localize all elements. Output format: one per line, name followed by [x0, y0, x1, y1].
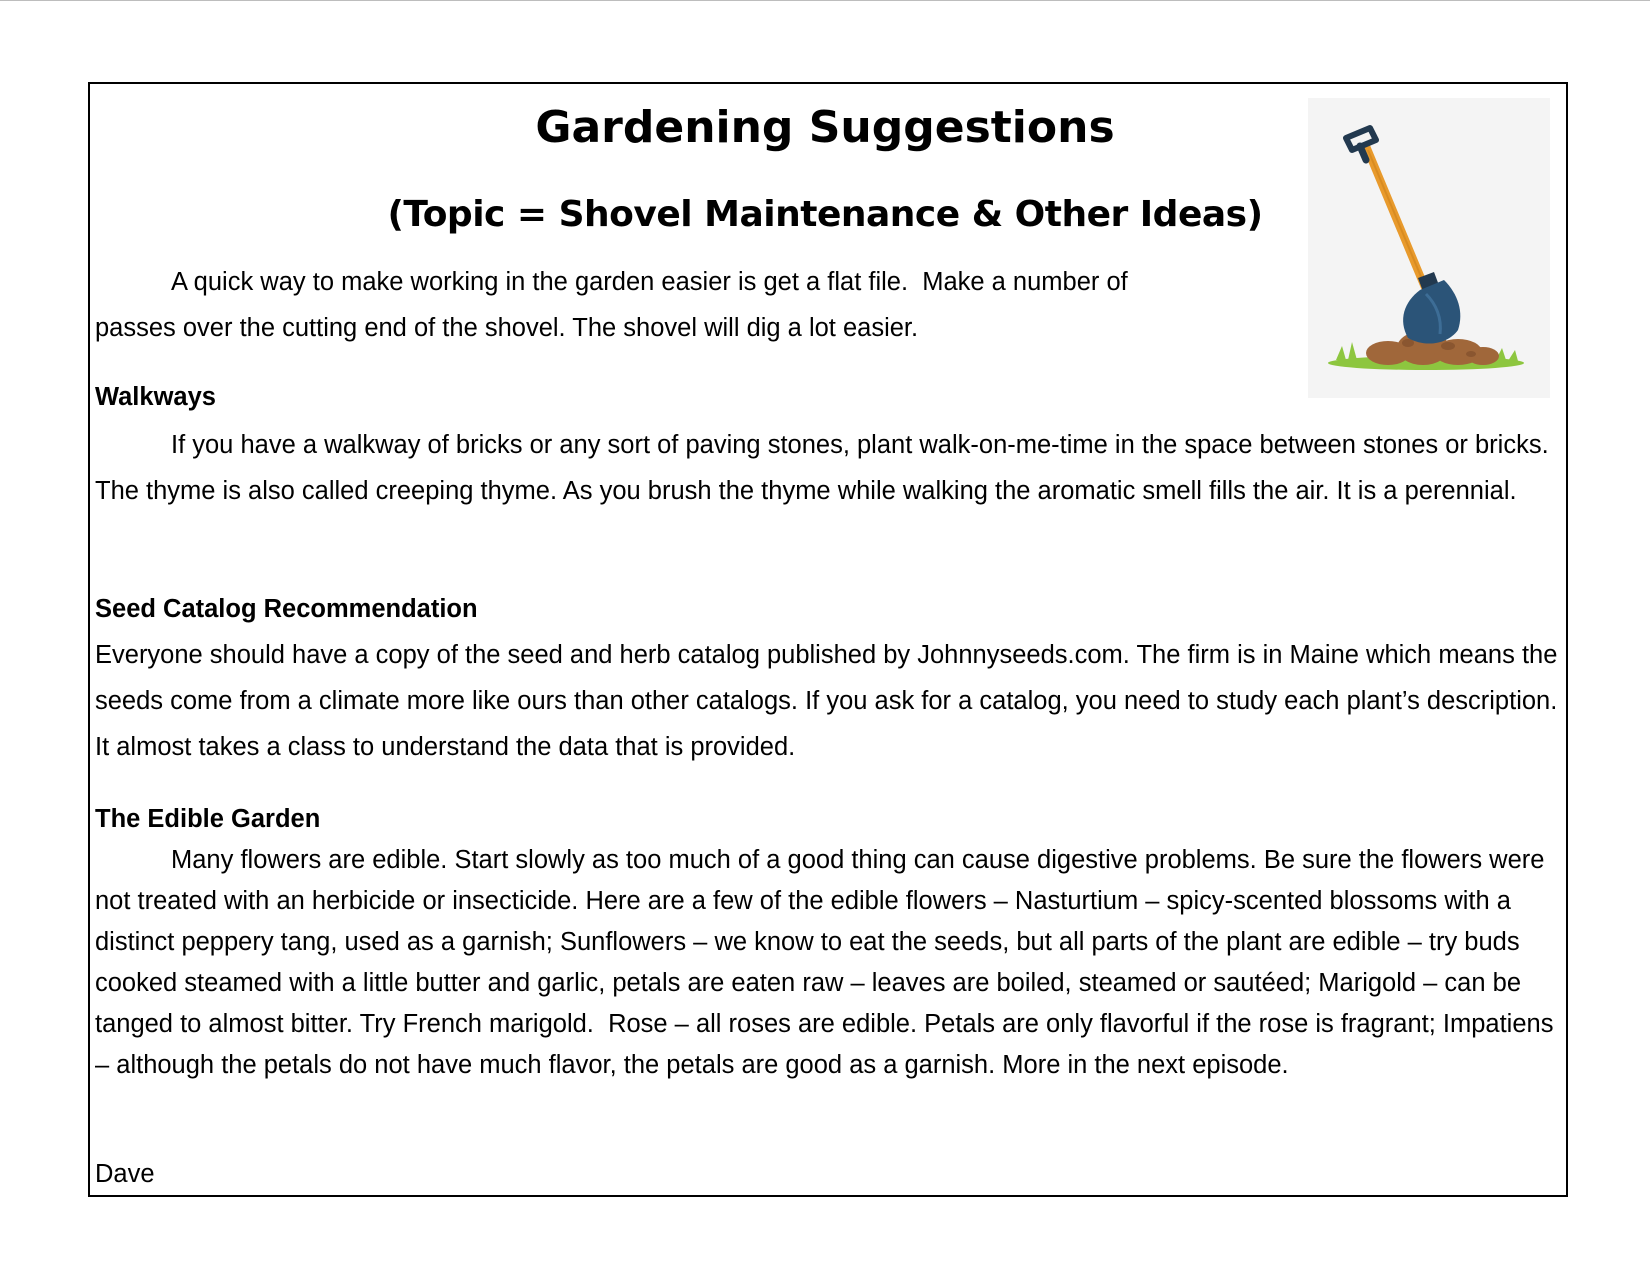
seed-catalog-paragraph: Everyone should have a copy of the seed and herb catalog published by Johnnyseeds.com. The firm is in Maine which means the seeds come from a climate more like ours than other catalogs. If you ask for a catalog, you need to study each plant’s description. It almost takes a class to understand the data that is provided.: [95, 641, 1565, 761]
page-top-rule: [0, 0, 1650, 1]
section-heading-edible-garden: The Edible Garden: [95, 805, 321, 833]
intro-paragraph: A quick way to make working in the garden easier is get a flat file. Make a number of passes over the cutting end of the shovel. The shovel will dig a lot easier.: [95, 268, 1135, 342]
section-heading-walkways: Walkways: [95, 383, 216, 411]
section-heading-seed-catalog: Seed Catalog Recommendation: [95, 595, 478, 623]
page-title: Gardening Suggestions: [535, 102, 1115, 153]
edible-garden-paragraph: Many flowers are edible. Start slowly as too much of a good thing can cause digestive problems. Be sure the flowers were not treated with an herbicide or insecticide. Here are a few of the edible flowers – Nasturtium – spicy-scented blossoms with a distinct peppery tang, used as a garnish; Sunflowers – we know to eat the seeds, but all parts of the plant are edible – try buds cooked steamed with a little butter and garlic, petals are eaten raw – leaves are boiled, steamed or sautéed; Marigold – can be tanged to almost bitter. Try French marigold. Rose – all roses are edible. Petals are only flavorful if the rose is fragrant; Impatiens – although the petals do not have much flavor, the petals are good as a garnish. More in the next episode.: [95, 846, 1561, 1079]
page-subtitle: (Topic = Shovel Maintenance & Other Ideas): [387, 194, 1263, 235]
shovel-illustration: [1308, 98, 1550, 398]
author-signature: Dave: [95, 1160, 155, 1188]
walkways-paragraph: If you have a walkway of bricks or any sort of paving stones, plant walk-on-me-time in the space between stones or bricks. The thyme is also called creeping thyme. As you brush the thyme while walking the aromatic smell fills the air. It is a perennial.: [95, 431, 1556, 505]
shovel-in-dirt-icon: [1308, 98, 1550, 398]
